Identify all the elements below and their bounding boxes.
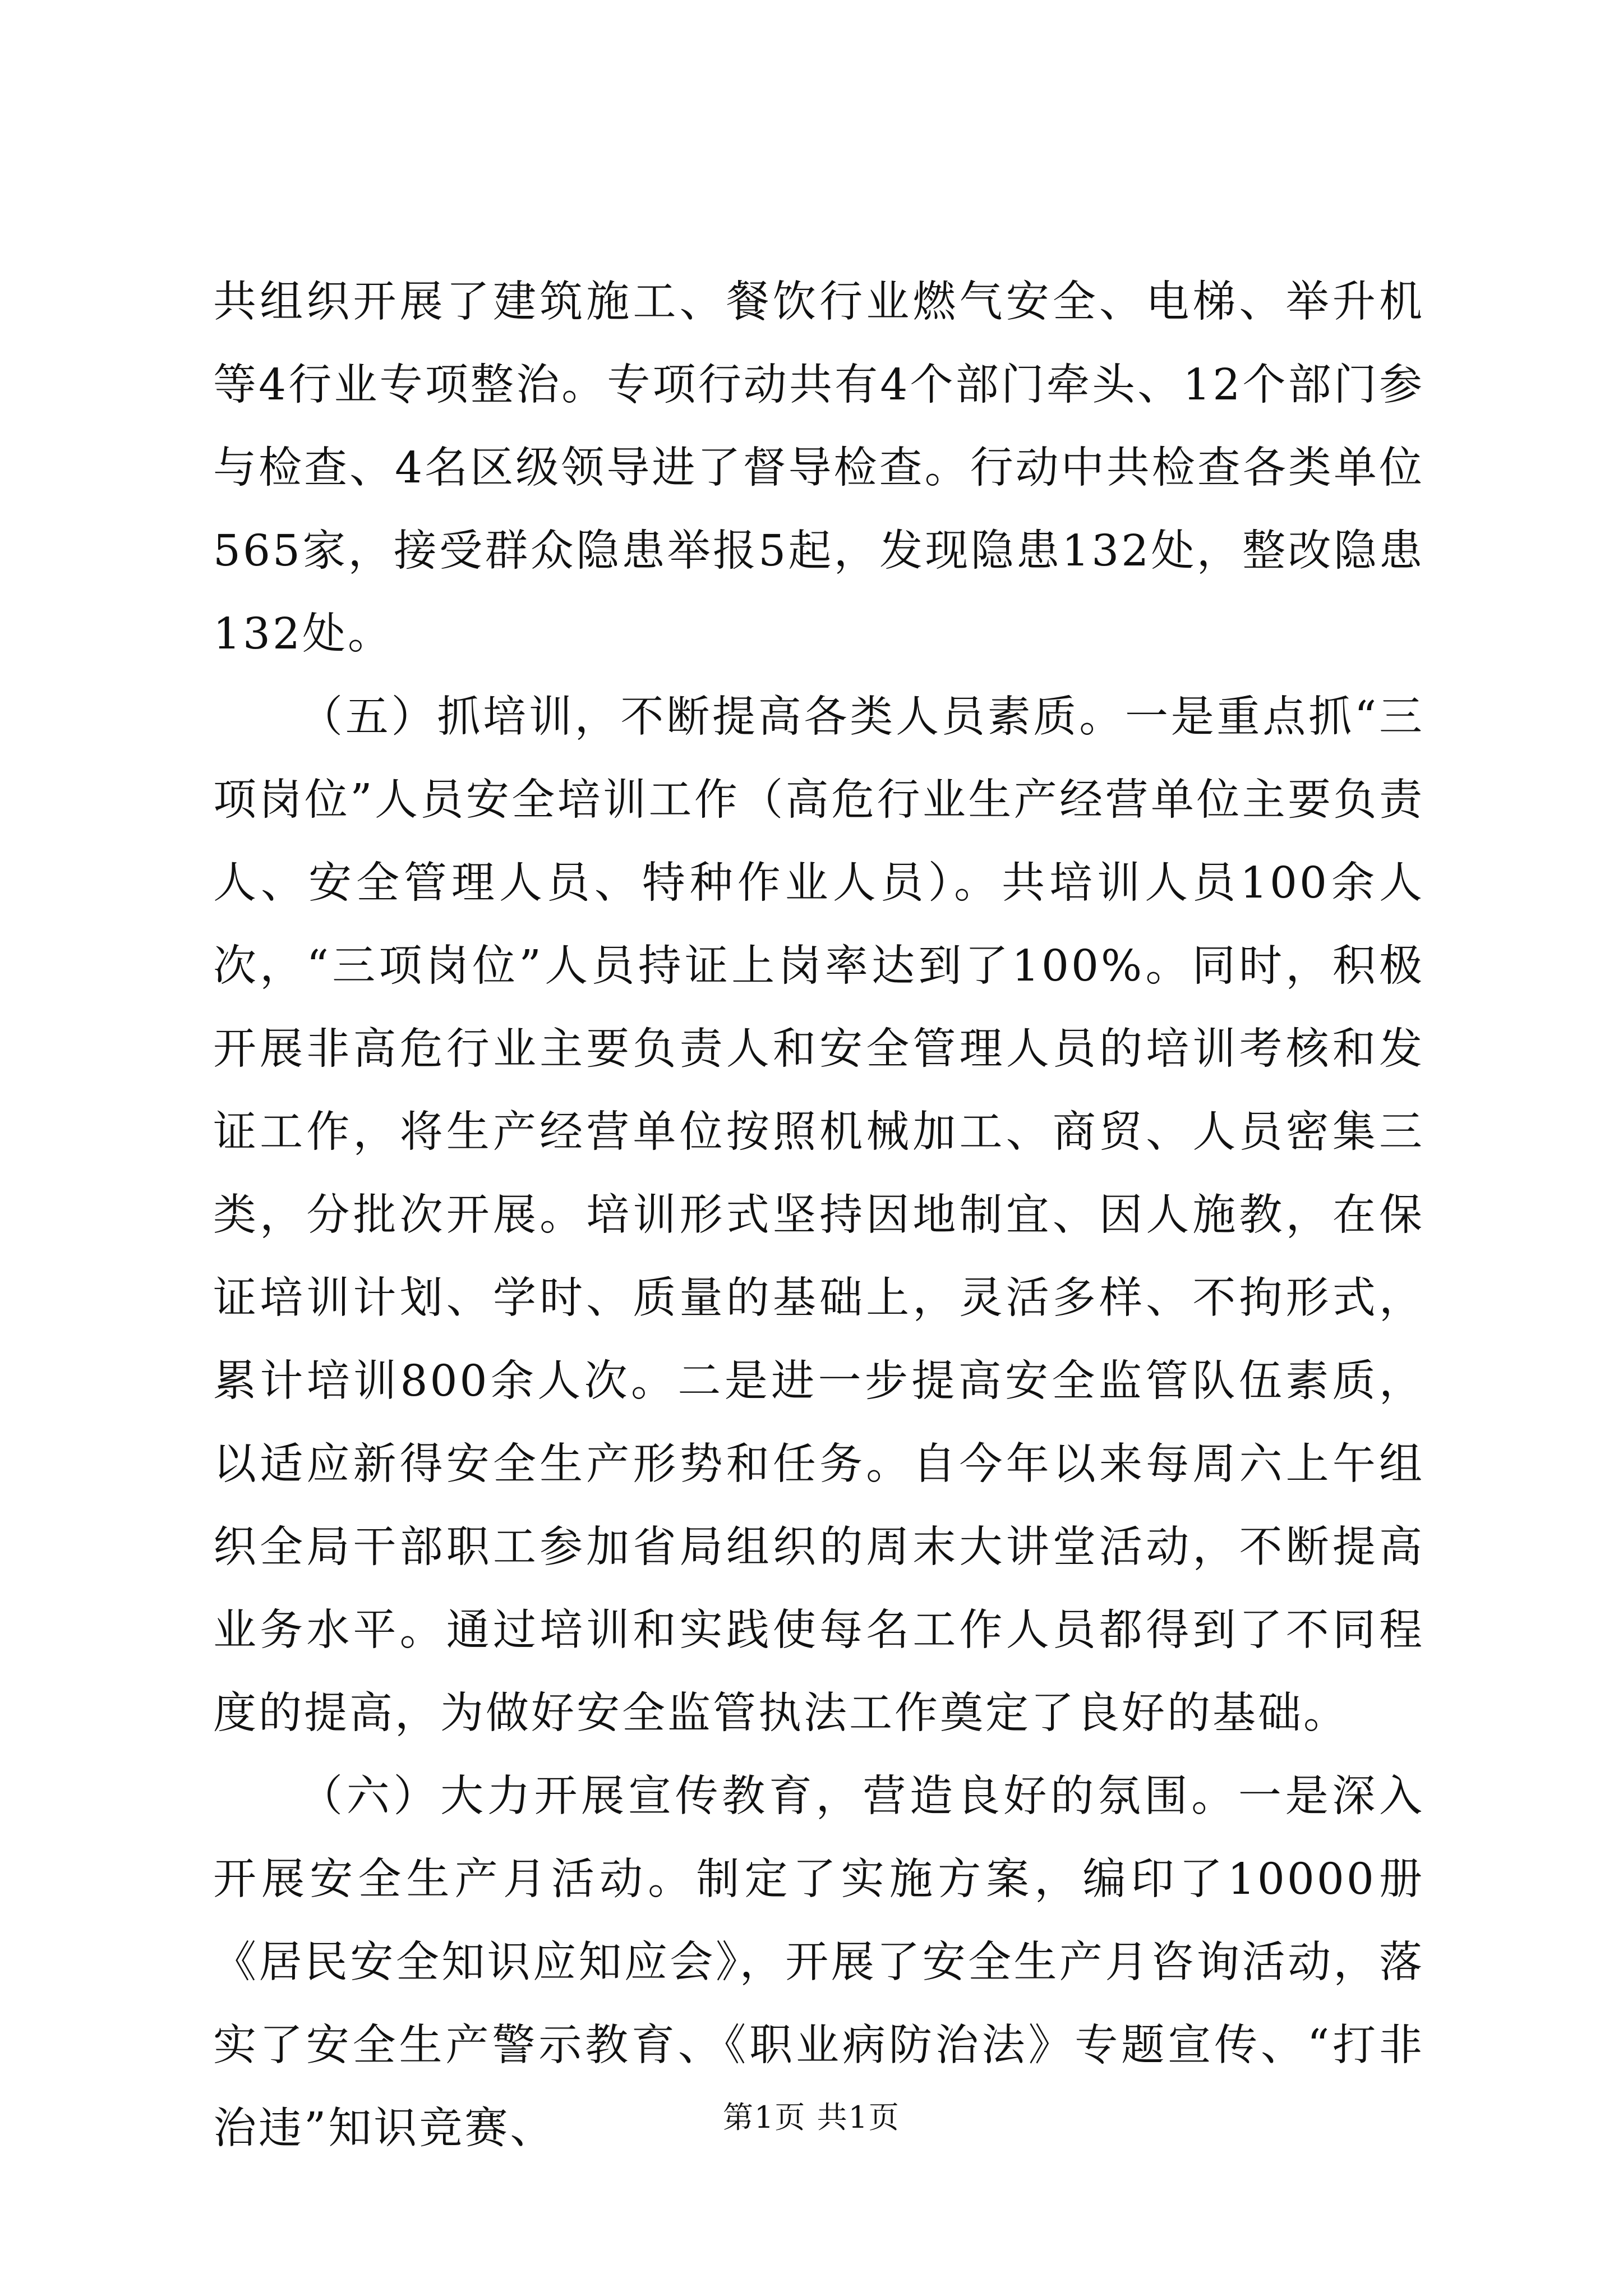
paragraph-2: （五）抓培训，不断提高各类人员素质。一是重点抓“三项岗位”人员安全培训工作（高危行业生产经营单位主要负责人、安全管理人员、特种作业人员）。共培训人员100余人次，“三项岗位”人员持证上岗率达到了100%。同时，积极开展非高危行业主要负责人和安全管理人员的培训考核和发证工作，将生产经营单位按照机械加工、商贸、人员密集三类，分批次开展。培训形式坚持因地制宜、因人施教，在保证培训计划、学时、质量的基础上，灵活多样、不拘形式，累计培训800余人次。二是进一步提高安全监管队伍素质，以适应新得安全生产形势和任务。自今年以来每周六上午组织全局干部职工参加省局组织的周末大讲堂活动，不断提高业务水平。通过培训和实践使每名工作人员都得到了不同程度的提高，为做好安全监管执法工作奠定了良好的基础。 xyxy=(213,692,1424,1738)
document-body xyxy=(213,261,1424,2170)
page-footer: 第1页 共1页 xyxy=(723,2100,900,2135)
paragraph-3: （六）大力开展宣传教育，营造良好的氛围。一是深入开展安全生产月活动。制定了实施方案，编印了10000册《居民安全知识应知应会》，开展了安全生产月咨询活动，落实了安全生产警示教育、《职业病防治法》专题宣传、“打非治违”知识竞赛、 xyxy=(213,1772,1424,2154)
paragraph-1: 共组织开展了建筑施工、餐饮行业燃气安全、电梯、举升机等4行业专项整治。专项行动共有4个部门牵头、12个部门参与检查、4名区级领导进了督导检查。行动中共检查各类单位565家，接受群众隐患举报5起，发现隐患132处，整改隐患132处。 xyxy=(213,277,1424,659)
